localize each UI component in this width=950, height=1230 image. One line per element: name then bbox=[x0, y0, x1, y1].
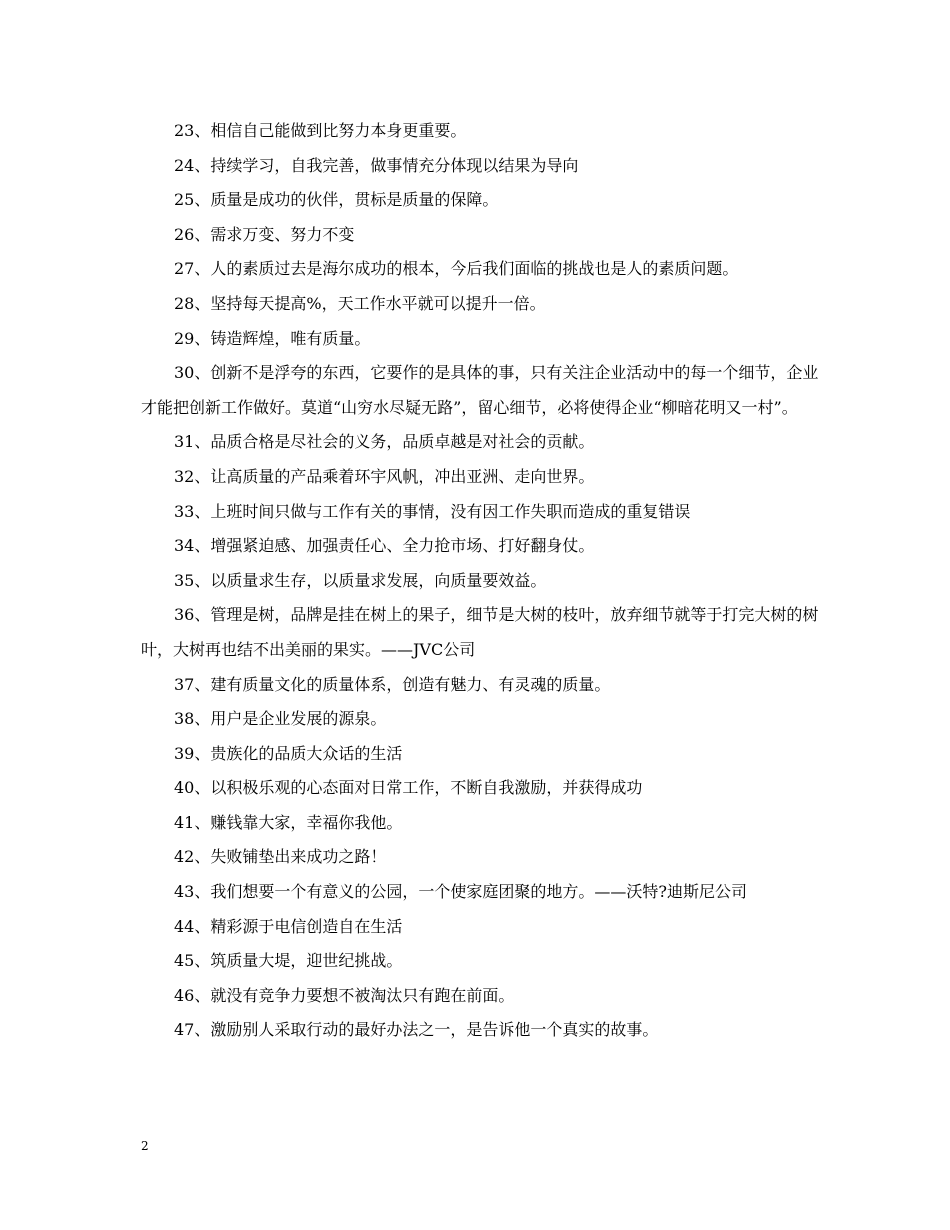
paragraph: 24、持续学习，自我完善，做事情充分体现以结果为导向 bbox=[174, 155, 579, 175]
paragraph: 45、筑质量大堤，迎世纪挑战。 bbox=[174, 951, 403, 971]
paragraph: 33、上班时间只做与工作有关的事情，没有因工作失职而造成的重复错误 bbox=[174, 501, 691, 521]
paragraph: 37、建有质量文化的质量体系，创造有魅力、有灵魂的质量。 bbox=[174, 674, 611, 694]
paragraph: 40、以积极乐观的心态面对日常工作，不断自我激励，并获得成功 bbox=[174, 778, 643, 798]
paragraph: 39、贵族化的品质大众话的生活 bbox=[174, 743, 403, 763]
paragraph: 25、质量是成功的伙伴，贯标是质量的保障。 bbox=[174, 190, 499, 210]
paragraph: 34、增强紧迫感、加强责任心、全力抢市场、打好翻身仗。 bbox=[174, 536, 595, 556]
paragraph: 29、铸造辉煌，唯有质量。 bbox=[174, 328, 371, 348]
paragraph: 31、品质合格是尽社会的义务，品质卓越是对社会的贡献。 bbox=[174, 432, 595, 452]
paragraph: 36、管理是树，品牌是挂在树上的果子，细节是大树的枝叶，放弃细节就等于打完大树的树叶，大树再也结不出美丽的果实。——JVC公司 bbox=[141, 605, 819, 659]
paragraph: 32、让高质量的产品乘着环宇风帆，冲出亚洲、走向世界。 bbox=[174, 466, 595, 486]
page-number: 2 bbox=[141, 1139, 149, 1153]
paragraph: 30、创新不是浮夸的东西，它要作的是具体的事，只有关注企业活动中的每一个细节，企业才能把创新工作做好。莫道“山穷水尽疑无路”，留心细节，必将使得企业“柳暗花明又一村”。 bbox=[141, 363, 819, 417]
paragraph: 42、失败铺垫出来成功之路！ bbox=[174, 847, 387, 867]
paragraph: 41、赚钱靠大家，幸福你我他。 bbox=[174, 812, 403, 832]
paragraph: 38、用户是企业发展的源泉。 bbox=[174, 709, 387, 729]
paragraph: 44、精彩源于电信创造自在生活 bbox=[174, 916, 403, 936]
document-body bbox=[141, 114, 821, 1048]
paragraph: 27、人的素质过去是海尔成功的根本，今后我们面临的挑战也是人的素质问题。 bbox=[174, 259, 739, 279]
paragraph: 23、相信自己能做到比努力本身更重要。 bbox=[174, 121, 467, 140]
paragraph: 35、以质量求生存，以质量求发展，向质量要效益。 bbox=[174, 570, 547, 590]
paragraph: 26、需求万变、努力不变 bbox=[174, 224, 355, 244]
paragraph: 28、坚持每天提高%，天工作水平就可以提升一倍。 bbox=[174, 293, 546, 313]
paragraph: 46、就没有竞争力要想不被淘汰只有跑在前面。 bbox=[174, 985, 515, 1005]
paragraph: 47、激励别人采取行动的最好办法之一，是告诉他一个真实的故事。 bbox=[174, 1020, 659, 1040]
paragraph: 43、我们想要一个有意义的公园，一个使家庭团聚的地方。——沃特?迪斯尼公司 bbox=[174, 882, 747, 902]
